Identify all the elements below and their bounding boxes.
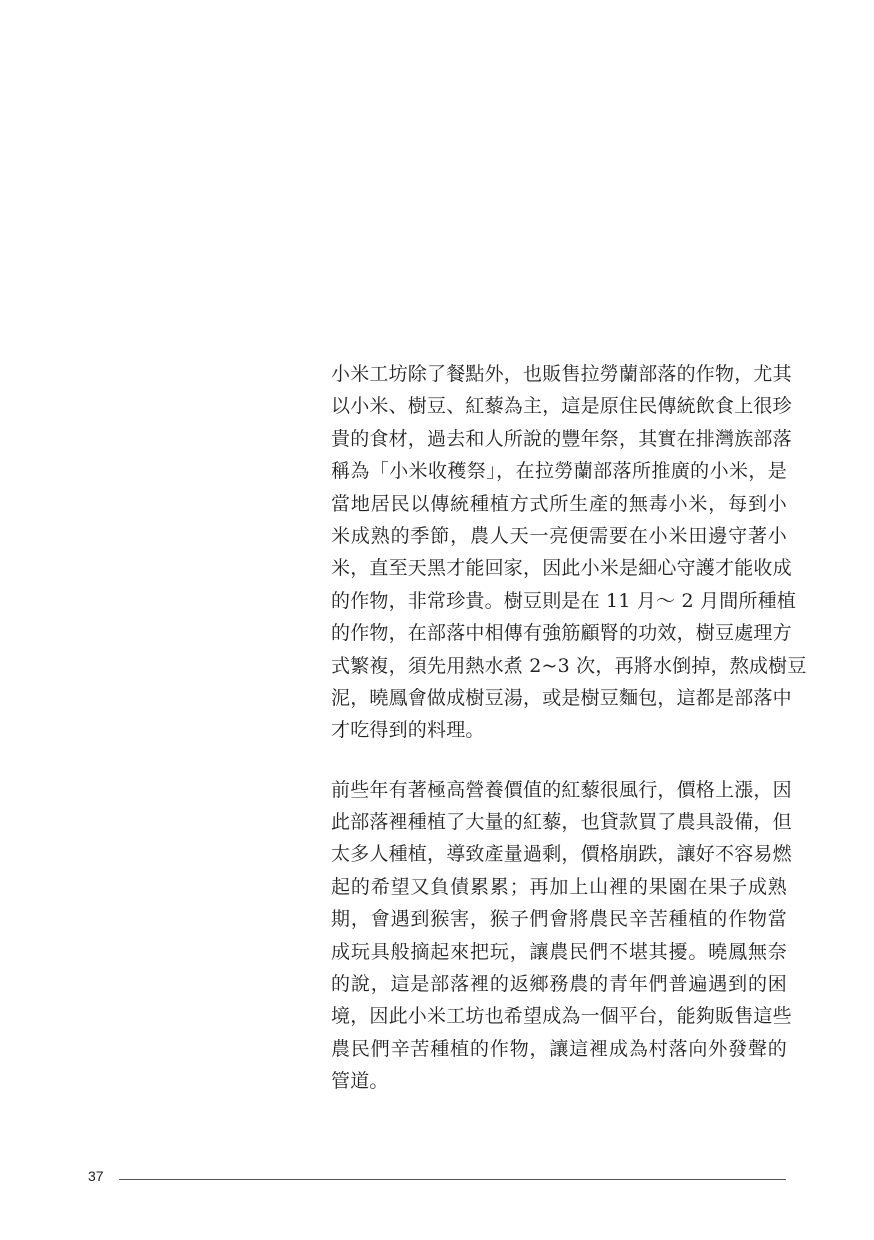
text-line: 小米工坊除了餐點外，也販售拉勞蘭部落的作物，尤其 xyxy=(331,363,792,385)
text-line: 起的希望又負債累累；再加上山裡的果園在果子成熟 xyxy=(331,875,787,898)
text-line: 米成熟的季節，農人天一亮便需要在小米田邊守著小 xyxy=(331,524,787,547)
paragraph-spacer xyxy=(331,747,787,774)
text-line: 前些年有著極高營養價值的紅藜很風行，價格上漲，因 xyxy=(331,778,792,801)
text-line: 當地居民以傳統種植方式所生產的無毒小米，每到小 xyxy=(331,492,787,515)
paragraph-1 xyxy=(331,358,807,747)
text-line: 式繁複，須先用熱水煮 2~3 次，再將水倒掉，熬成樹豆 xyxy=(331,654,807,677)
text-line: 貴的食材，過去和人所說的豐年祭，其實在排灣族部落 xyxy=(331,427,792,450)
text-line: 期，會遇到猴害，猴子們會將農民辛苦種植的作物當 xyxy=(331,908,787,931)
text-line: 的說，這是部落裡的返鄉務農的青年們普遍遇到的困 xyxy=(331,973,787,996)
text-line: 米，直至天黑才能回家，因此小米是細心守護才能收成 xyxy=(331,557,792,580)
page-number: 37 xyxy=(88,1168,104,1184)
text-line: 以小米、樹豆、紅藜為主，這是原住民傳統飲食上很珍 xyxy=(331,395,792,418)
text-line: 才吃得到的料理。 xyxy=(331,719,485,742)
text-line: 的作物，非常珍貴。樹豆則是在 11 月～ 2 月間所種植 xyxy=(331,589,797,612)
text-line: 境，因此小米工坊也希望成為一個平台，能夠販售這些 xyxy=(331,1005,792,1028)
body-text xyxy=(331,358,807,1098)
paragraph-2 xyxy=(331,774,792,1098)
text-line: 稱為「小米收穫祭」，在拉勞蘭部落所推廣的小米，是 xyxy=(331,460,787,483)
text-line: 的作物，在部落中相傳有強筋顧腎的功效，樹豆處理方 xyxy=(331,622,792,645)
page-footer xyxy=(88,1166,788,1190)
text-line: 太多人種植，導致產量過剩，價格崩跌，讓好不容易燃 xyxy=(331,843,792,866)
text-line: 泥，曉鳳會做成樹豆湯，或是樹豆麵包，這都是部落中 xyxy=(331,686,792,709)
text-line: 管道。 xyxy=(331,1070,389,1093)
text-line: 成玩具般摘起來把玩，讓農民們不堪其擾。曉鳳無奈 xyxy=(331,940,787,963)
text-line: 農民們辛苦種植的作物，讓這裡成為村落向外發聲的 xyxy=(331,1037,787,1060)
footer-divider xyxy=(119,1179,786,1180)
text-line: 此部落裡種植了大量的紅藜，也貸款買了農具設備，但 xyxy=(331,811,792,834)
